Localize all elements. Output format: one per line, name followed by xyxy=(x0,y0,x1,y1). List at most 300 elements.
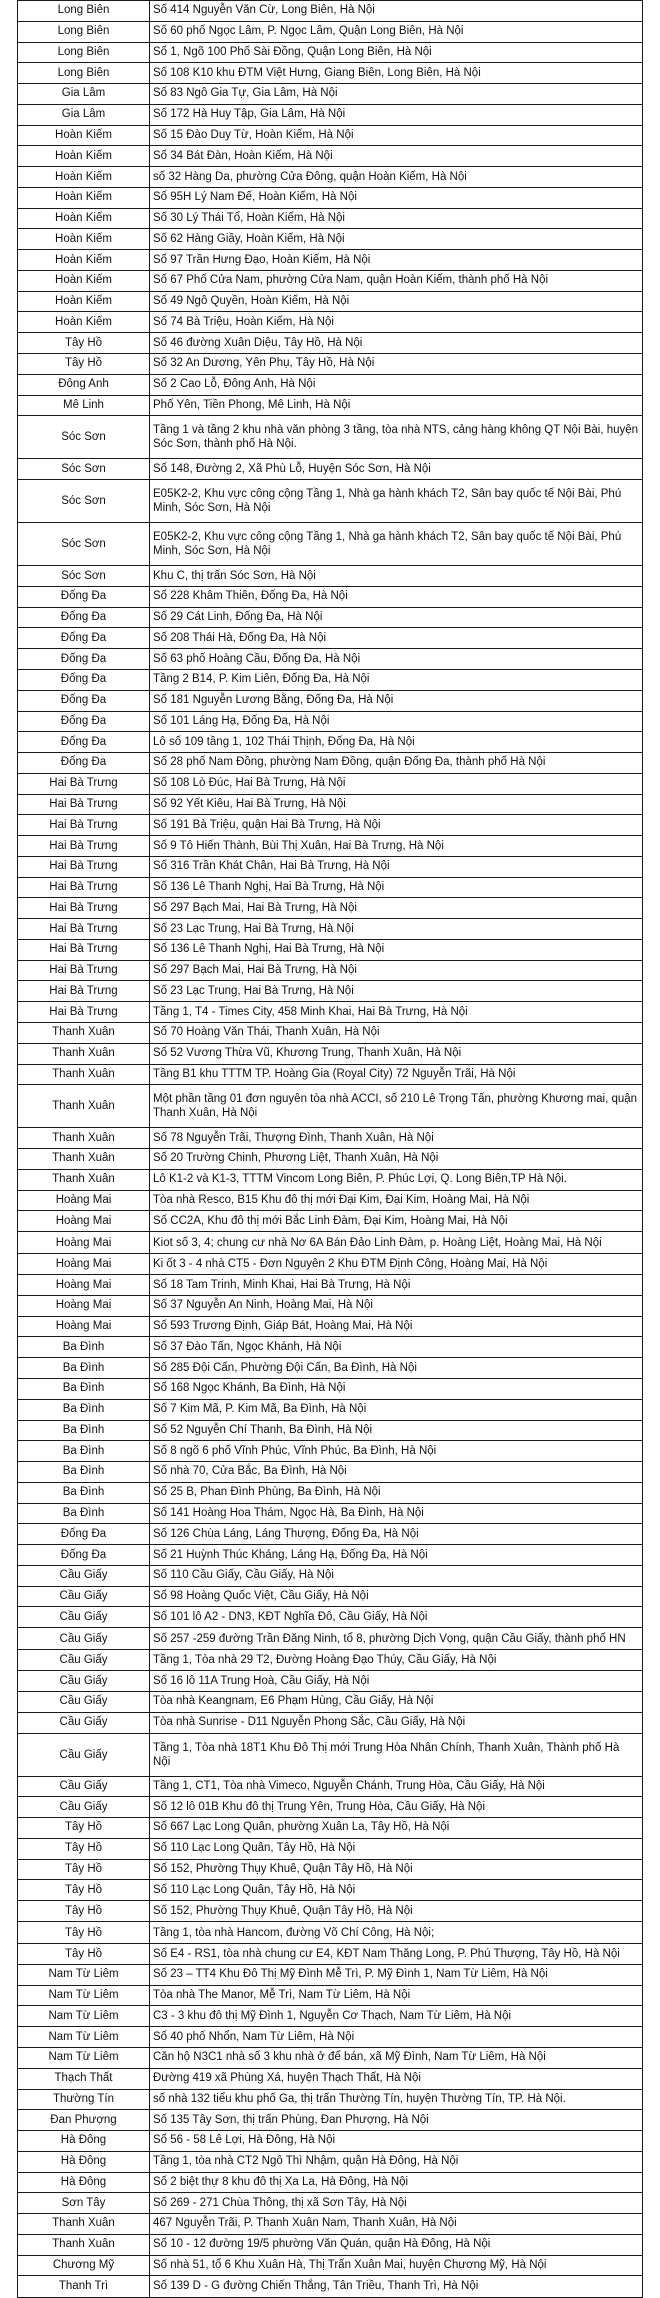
table-row xyxy=(18,250,643,271)
address-cell: số nhà 132 tiểu khu phố Ga, thị trấn Thường Tín, huyện Thường Tín, TP. Hà Nội. xyxy=(150,2089,643,2110)
district-cell: Thanh Xuân xyxy=(18,1085,150,1128)
address-cell: Số 1, Ngõ 100 Phố Sài Đồng, Quận Long Biên, Hà Nội xyxy=(150,42,643,63)
table-row xyxy=(18,1254,643,1275)
district-cell: Cầu Giấy xyxy=(18,1671,150,1692)
district-cell: Nam Từ Liêm xyxy=(18,1985,150,2006)
district-cell: Cầu Giấy xyxy=(18,1565,150,1586)
address-cell: Số 2 Cao Lỗ, Đông Anh, Hà Nội xyxy=(150,374,643,395)
address-cell: Số 23 – TT4 Khu Đô Thị Mỹ Đình Mễ Trì, P. Mỹ Đình 1, Nam Từ Liêm, Hà Nội xyxy=(150,1964,643,1985)
table-row xyxy=(18,374,643,395)
district-cell: Hoàn Kiếm xyxy=(18,125,150,146)
address-cell: Số 141 Hoàng Hoa Thám, Ngọc Hà, Ba Đình, Hà Nội xyxy=(150,1503,643,1524)
district-cell: Ba Đình xyxy=(18,1441,150,1462)
district-cell: Hoàng Mai xyxy=(18,1190,150,1211)
district-cell: Hà Đông xyxy=(18,2151,150,2172)
table-row xyxy=(18,649,643,670)
district-cell: Đống Đa xyxy=(18,628,150,649)
address-cell: Số 97 Trần Hưng Đạo, Hoàn Kiếm, Hà Nội xyxy=(150,250,643,271)
district-cell: Long Biên xyxy=(18,42,150,63)
address-cell: Số 25 B, Phan Đình Phùng, Ba Đình, Hà Nội xyxy=(150,1482,643,1503)
table-row xyxy=(18,773,643,794)
table-row xyxy=(18,1650,643,1671)
table-row xyxy=(18,523,643,566)
table-row xyxy=(18,1232,643,1254)
district-cell: Thanh Xuân xyxy=(18,1149,150,1170)
address-cell: 467 Nguyễn Trãi, P. Thanh Xuân Nam, Thanh Xuân, Hà Nội xyxy=(150,2214,643,2235)
district-cell: Tây Hồ xyxy=(18,1859,150,1880)
address-cell: Lô số 109 tầng 1, 102 Thái Thịnh, Đống Đa, Hà Nội xyxy=(150,732,643,753)
district-cell: Hoàng Mai xyxy=(18,1211,150,1232)
address-cell: Số 208 Thái Hà, Đống Đa, Hà Nội xyxy=(150,628,643,649)
district-cell: Cầu Giấy xyxy=(18,1586,150,1607)
address-cell: Số 257 -259 đường Trần Đăng Ninh, tổ 8, phường Dịch Vọng, quận Cầu Giấy, thành phố HN xyxy=(150,1628,643,1650)
address-cell: Số 83 Ngô Gia Tự, Gia Lâm, Hà Nội xyxy=(150,84,643,105)
address-cell: Số 181 Nguyễn Lương Bằng, Đống Đa, Hà Nội xyxy=(150,690,643,711)
district-cell: Đống Đa xyxy=(18,586,150,607)
address-cell: Số 667 Lạc Long Quân, phường Xuân La, Tây Hồ, Hà Nội xyxy=(150,1818,643,1839)
table-row xyxy=(18,753,643,774)
address-cell: Số 16 lô 11A Trung Hoà, Cầu Giấy, Hà Nội xyxy=(150,1671,643,1692)
table-row xyxy=(18,1190,643,1211)
table-row xyxy=(18,2276,643,2298)
address-cell: Tòa nhà The Manor, Mễ Trì, Nam Từ Liêm, Hà Nội xyxy=(150,1985,643,2006)
table-row xyxy=(18,21,643,42)
table-row xyxy=(18,1002,643,1023)
table-row xyxy=(18,1316,643,1337)
district-cell: Nam Từ Liêm xyxy=(18,2006,150,2027)
address-cell: Ki ốt 3 - 4 nhà CT5 - Đơn Nguyên 2 Khu ĐTM Định Công, Hoàng Mai, Hà Nội xyxy=(150,1254,643,1275)
address-cell: Khu C, thị trấn Sóc Sơn, Hà Nội xyxy=(150,566,643,587)
address-cell: Số 78 Nguyễn Trãi, Thượng Đình, Thanh Xuân, Hà Nội xyxy=(150,1128,643,1149)
table-row xyxy=(18,1149,643,1170)
district-cell: Tây Hồ xyxy=(18,354,150,375)
district-cell: Long Biên xyxy=(18,1,150,22)
address-cell: Số 108 K10 khu ĐTM Việt Hưng, Giang Biên, Long Biên, Hà Nội xyxy=(150,63,643,84)
address-cell: Số 52 Vương Thừa Vũ, Khương Trung, Thanh Xuân, Hà Nội xyxy=(150,1043,643,1064)
address-cell: Số 52 Nguyễn Chí Thanh, Ba Đình, Hà Nội xyxy=(150,1420,643,1441)
table-row xyxy=(18,1880,643,1901)
address-cell: Số 152, Phường Thụy Khuê, Quận Tây Hồ, Hà Nội xyxy=(150,1859,643,1880)
address-cell: Số 110 Cầu Giấy, Cầu Giấy, Hà Nội xyxy=(150,1565,643,1586)
table-row xyxy=(18,2006,643,2027)
table-row xyxy=(18,1358,643,1379)
address-cell: Số 32 An Dương, Yên Phụ, Tây Hồ, Hà Nội xyxy=(150,354,643,375)
table-row xyxy=(18,815,643,836)
district-cell: Đống Đa xyxy=(18,607,150,628)
table-row xyxy=(18,480,643,523)
address-cell: Số CC2A, Khu đô thị mới Bắc Linh Đàm, Đại Kim, Hoàng Mai, Hà Nội xyxy=(150,1211,643,1232)
table-row xyxy=(18,2131,643,2152)
district-cell: Đống Đa xyxy=(18,670,150,691)
district-cell: Đống Đa xyxy=(18,753,150,774)
district-cell: Ba Đình xyxy=(18,1482,150,1503)
district-cell: Thường Tín xyxy=(18,2089,150,2110)
table-row xyxy=(18,459,643,480)
address-cell: Tầng B1 khu TTTM TP. Hoàng Gia (Royal City) 72 Nguyễn Trãi, Hà Nội xyxy=(150,1064,643,1085)
table-row xyxy=(18,2193,643,2214)
table-row xyxy=(18,2027,643,2048)
district-cell: Ba Đình xyxy=(18,1337,150,1358)
district-cell: Ba Đình xyxy=(18,1462,150,1483)
address-cell: Số E4 - RS1, tòa nhà chung cư E4, KĐT Nam Thăng Long, P. Phú Thượng, Tây Hồ, Hà Nội xyxy=(150,1944,643,1965)
table-row xyxy=(18,1337,643,1358)
table-row xyxy=(18,1275,643,1296)
table-row xyxy=(18,1985,643,2006)
district-cell: Cầu Giấy xyxy=(18,1650,150,1671)
address-cell: Số 21 Huỳnh Thúc Kháng, Láng Hạ, Đống Đa, Hà Nội xyxy=(150,1545,643,1566)
address-cell: Số 37 Đào Tấn, Ngọc Khánh, Hà Nội xyxy=(150,1337,643,1358)
address-cell: E05K2-2, Khu vực công cộng Tầng 1, Nhà ga hành khách T2, Sân bay quốc tế Nội Bài, Phú Minh, Sóc Sơn, Hà Nội xyxy=(150,480,643,523)
district-cell: Hoàn Kiếm xyxy=(18,229,150,250)
table-row xyxy=(18,628,643,649)
address-cell: Số 110 Lạc Long Quân, Tây Hồ, Hà Nội xyxy=(150,1880,643,1901)
address-cell: Tòa nhà Resco, B15 Khu đô thị mới Đại Kim, Đại Kim, Hoàng Mai, Hà Nội xyxy=(150,1190,643,1211)
table-row xyxy=(18,732,643,753)
district-cell: Cầu Giấy xyxy=(18,1776,150,1797)
table-row xyxy=(18,836,643,857)
district-cell: Hoàn Kiếm xyxy=(18,146,150,167)
table-row xyxy=(18,42,643,63)
address-cell: Số nhà 70, Cửa Bắc, Ba Đình, Hà Nội xyxy=(150,1462,643,1483)
district-cell: Long Biên xyxy=(18,21,150,42)
address-cell: Tòa nhà Sunrise - D11 Nguyễn Phong Sắc, Cầu Giấy, Hà Nội xyxy=(150,1712,643,1733)
district-cell: Nam Từ Liêm xyxy=(18,1964,150,1985)
address-cell: Số 49 Ngô Quyền, Hoàn Kiếm, Hà Nội xyxy=(150,291,643,312)
table-row xyxy=(18,898,643,919)
table-row xyxy=(18,333,643,354)
address-cell: Số 70 Hoàng Văn Thái, Thanh Xuân, Hà Nội xyxy=(150,1023,643,1044)
district-cell: Cầu Giấy xyxy=(18,1733,150,1776)
address-cell: Tầng 1, T4 - Times City, 458 Minh Khai, Hai Bà Trưng, Hà Nội xyxy=(150,1002,643,1023)
table-row xyxy=(18,2172,643,2193)
district-cell: Đống Đa xyxy=(18,690,150,711)
address-cell: Số 63 phố Hoàng Cầu, Đống Đa, Hà Nội xyxy=(150,649,643,670)
table-row xyxy=(18,1797,643,1818)
table-row xyxy=(18,1838,643,1859)
district-cell: Hai Bà Trưng xyxy=(18,836,150,857)
table-row xyxy=(18,416,643,459)
table-row xyxy=(18,1482,643,1503)
table-row xyxy=(18,84,643,105)
district-cell: Sóc Sơn xyxy=(18,566,150,587)
district-cell: Hoàn Kiếm xyxy=(18,187,150,208)
address-cell: Số 56 - 58 Lê Lợi, Hà Đông, Hà Nội xyxy=(150,2131,643,2152)
district-cell: Hai Bà Trưng xyxy=(18,773,150,794)
address-cell: Số 139 D - G đường Chiến Thắng, Tân Triều, Thanh Trì, Hà Nội xyxy=(150,2276,643,2298)
table-row xyxy=(18,125,643,146)
table-row xyxy=(18,1818,643,1839)
address-cell: Số 269 - 271 Chùa Thông, thị xã Sơn Tây, Hà Nội xyxy=(150,2193,643,2214)
table-row xyxy=(18,1607,643,1628)
district-cell: Đống Đa xyxy=(18,1545,150,1566)
district-cell: Sóc Sơn xyxy=(18,459,150,480)
table-row xyxy=(18,2047,643,2068)
table-row xyxy=(18,1295,643,1316)
table-row xyxy=(18,1023,643,1044)
address-cell: Số 46 đường Xuân Diệu, Tây Hồ, Hà Nội xyxy=(150,333,643,354)
address-cell: Số 60 phố Ngọc Lâm, P. Ngọc Lâm, Quận Long Biên, Hà Nội xyxy=(150,21,643,42)
address-cell: Số 101 lô A2 - DN3, KĐT Nghĩa Đô, Cầu Giấy, Hà Nội xyxy=(150,1607,643,1628)
table-row xyxy=(18,2151,643,2172)
address-cell: Số 30 Lý Thái Tổ, Hoàn Kiếm, Hà Nội xyxy=(150,208,643,229)
table-row xyxy=(18,63,643,84)
address-cell: Số 23 Lạc Trung, Hai Bà Trưng, Hà Nội xyxy=(150,919,643,940)
district-cell: Sóc Sơn xyxy=(18,416,150,459)
table-row xyxy=(18,208,643,229)
district-cell: Đống Đa xyxy=(18,732,150,753)
address-cell: Phố Yên, Tiền Phong, Mê Linh, Hà Nội xyxy=(150,395,643,416)
district-cell: Hoàng Mai xyxy=(18,1275,150,1296)
district-cell: Thanh Xuân xyxy=(18,1043,150,1064)
district-cell: Sơn Tây xyxy=(18,2193,150,2214)
address-cell: Số 29 Cát Linh, Đống Đa, Hà Nội xyxy=(150,607,643,628)
address-cell: Số 74 Bà Triệu, Hoàn Kiếm, Hà Nội xyxy=(150,312,643,333)
table-row xyxy=(18,1128,643,1149)
table-body xyxy=(18,1,643,2298)
district-cell: Tây Hồ xyxy=(18,1818,150,1839)
table-row xyxy=(18,312,643,333)
table-row xyxy=(18,711,643,732)
table-row xyxy=(18,1671,643,1692)
address-cell: Số 152, Phường Thụy Khuê, Quận Tây Hồ, Hà Nội xyxy=(150,1901,643,1922)
district-cell: Ba Đình xyxy=(18,1420,150,1441)
address-cell: Số 2 biệt thự 8 khu đô thị Xa La, Hà Đông, Hà Nội xyxy=(150,2172,643,2193)
address-cell: Số 20 Trường Chinh, Phương Liệt, Thanh Xuân, Hà Nội xyxy=(150,1149,643,1170)
table-row xyxy=(18,1964,643,1985)
address-cell: Số 40 phố Nhổn, Nam Từ Liêm, Hà Nội xyxy=(150,2027,643,2048)
table-row xyxy=(18,1586,643,1607)
address-cell: Số 593 Trương Định, Giáp Bát, Hoàng Mai, Hà Nội xyxy=(150,1316,643,1337)
address-cell: Số 135 Tây Sơn, thị trấn Phùng, Đan Phượng, Hà Nội xyxy=(150,2110,643,2131)
address-cell: Căn hộ N3C1 nhà số 3 khu nhà ở để bán, xã Mỹ Đình, Nam Từ Liêm, Hà Nội xyxy=(150,2047,643,2068)
address-cell: Tầng 1, CT1, Tòa nhà Vimeco, Nguyễn Chánh, Trung Hòa, Cầu Giấy, Hà Nội xyxy=(150,1776,643,1797)
address-cell: Số 98 Hoàng Quốc Việt, Cầu Giấy, Hà Nội xyxy=(150,1586,643,1607)
address-cell: Tầng 2 B14, P. Kim Liên, Đống Đa, Hà Nội xyxy=(150,670,643,691)
table-row xyxy=(18,1169,643,1190)
address-cell: Số 228 Khâm Thiên, Đống Đa, Hà Nội xyxy=(150,586,643,607)
district-cell: Sóc Sơn xyxy=(18,523,150,566)
table-row xyxy=(18,1524,643,1545)
table-row xyxy=(18,1085,643,1128)
district-cell: Hoàng Mai xyxy=(18,1254,150,1275)
district-cell: Cầu Giấy xyxy=(18,1607,150,1628)
branch-address-table xyxy=(17,0,643,2298)
district-cell: Hai Bà Trưng xyxy=(18,856,150,877)
address-cell: Số 62 Hàng Giầy, Hoàn Kiếm, Hà Nội xyxy=(150,229,643,250)
table-row xyxy=(18,794,643,815)
table-row xyxy=(18,354,643,375)
district-cell: Hai Bà Trưng xyxy=(18,898,150,919)
address-cell: Số 285 Đội Cấn, Phường Đội Cấn, Ba Đình, Hà Nội xyxy=(150,1358,643,1379)
address-cell: Số 37 Nguyễn An Ninh, Hoàng Mai, Hà Nội xyxy=(150,1295,643,1316)
address-cell: số 32 Hàng Da, phường Cửa Đông, quận Hoàn Kiếm, Hà Nội xyxy=(150,167,643,188)
district-cell: Đống Đa xyxy=(18,1524,150,1545)
district-cell: Tây Hồ xyxy=(18,1838,150,1859)
district-cell: Hai Bà Trưng xyxy=(18,981,150,1002)
table-row xyxy=(18,1503,643,1524)
address-cell: Số 92 Yết Kiêu, Hai Bà Trưng, Hà Nội xyxy=(150,794,643,815)
district-cell: Thanh Xuân xyxy=(18,1064,150,1085)
district-cell: Mê Linh xyxy=(18,395,150,416)
district-cell: Hoàn Kiếm xyxy=(18,291,150,312)
district-cell: Hoàng Mai xyxy=(18,1295,150,1316)
district-cell: Hai Bà Trưng xyxy=(18,794,150,815)
address-cell: Số 28 phố Nam Đồng, phường Nam Đồng, quận Đống Đa, thành phố Hà Nội xyxy=(150,753,643,774)
address-cell: Số 191 Bà Triệu, quận Hai Bà Trưng, Hà Nội xyxy=(150,815,643,836)
table-row xyxy=(18,1399,643,1420)
address-cell: Số 34 Bát Đàn, Hoàn Kiếm, Hà Nội xyxy=(150,146,643,167)
district-cell: Tây Hồ xyxy=(18,1944,150,1965)
table-row xyxy=(18,877,643,898)
table-row xyxy=(18,2089,643,2110)
table-row xyxy=(18,1733,643,1776)
district-cell: Sóc Sơn xyxy=(18,480,150,523)
address-cell: Lô K1-2 và K1-3, TTTM Vincom Long Biên, P. Phúc Lợi, Q. Long Biên,TP Hà Nội. xyxy=(150,1169,643,1190)
district-cell: Gia Lâm xyxy=(18,104,150,125)
table-row xyxy=(18,167,643,188)
district-cell: Cầu Giấy xyxy=(18,1712,150,1733)
table-row xyxy=(18,1420,643,1441)
district-cell: Hoàn Kiếm xyxy=(18,270,150,291)
address-cell: Số 126 Chùa Láng, Láng Thượng, Đống Đa, Hà Nội xyxy=(150,1524,643,1545)
district-cell: Hai Bà Trưng xyxy=(18,877,150,898)
address-cell: Đường 419 xã Phùng Xá, huyện Thạch Thất, Hà Nội xyxy=(150,2068,643,2089)
table-row xyxy=(18,1545,643,1566)
district-cell: Ba Đình xyxy=(18,1399,150,1420)
district-cell: Hoàn Kiếm xyxy=(18,312,150,333)
address-cell: Số 172 Hà Huy Tập, Gia Lâm, Hà Nội xyxy=(150,104,643,125)
district-cell: Hai Bà Trưng xyxy=(18,815,150,836)
address-cell: Tầng 1, Tòa nhà 18T1 Khu Đô Thị mới Trung Hòa Nhân Chính, Thanh Xuân, Thành phố Hà Nội xyxy=(150,1733,643,1776)
table-row xyxy=(18,104,643,125)
address-cell: Một phần tầng 01 đơn nguyên tòa nhà ACCI, số 210 Lê Trọng Tấn, phường Khương mai, quận Thanh Xuân, Hà Nội xyxy=(150,1085,643,1128)
district-cell: Hoàn Kiếm xyxy=(18,250,150,271)
table-row xyxy=(18,1712,643,1733)
table-row xyxy=(18,1691,643,1712)
district-cell: Thanh Xuân xyxy=(18,1128,150,1149)
table-row xyxy=(18,670,643,691)
table-row xyxy=(18,2255,643,2276)
address-cell: Số 15 Đào Duy Từ, Hoàn Kiếm, Hà Nội xyxy=(150,125,643,146)
table-row xyxy=(18,291,643,312)
table-row xyxy=(18,1859,643,1880)
district-cell: Ba Đình xyxy=(18,1379,150,1400)
address-cell: Số 12 lô 01B Khu đô thị Trung Yên, Trung Hòa, Cầu Giấy, Hà Nội xyxy=(150,1797,643,1818)
district-cell: Hai Bà Trưng xyxy=(18,919,150,940)
address-cell: Số 8 ngõ 6 phố Vĩnh Phúc, Vĩnh Phúc, Ba Đình, Hà Nội xyxy=(150,1441,643,1462)
district-cell: Thanh Trì xyxy=(18,2276,150,2298)
table-row xyxy=(18,2068,643,2089)
district-cell: Đống Đa xyxy=(18,649,150,670)
district-cell: Đan Phượng xyxy=(18,2110,150,2131)
district-cell: Nam Từ Liêm xyxy=(18,2027,150,2048)
district-cell: Hoàng Mai xyxy=(18,1316,150,1337)
table-row xyxy=(18,1441,643,1462)
address-cell: Số 168 Ngọc Khánh, Ba Đình, Hà Nội xyxy=(150,1379,643,1400)
district-cell: Ba Đình xyxy=(18,1358,150,1379)
table-row xyxy=(18,1,643,22)
address-cell: Số 101 Láng Hạ, Đống Đa, Hà Nội xyxy=(150,711,643,732)
table-row xyxy=(18,2110,643,2131)
table-row xyxy=(18,919,643,940)
table-row xyxy=(18,690,643,711)
district-cell: Hoàng Mai xyxy=(18,1232,150,1254)
district-cell: Thanh Xuân xyxy=(18,2234,150,2255)
table-row xyxy=(18,1901,643,1922)
district-cell: Tây Hồ xyxy=(18,1880,150,1901)
address-cell: Tầng 1, tòa nhà CT2 Ngô Thì Nhậm, quận Hà Đông, Hà Nội xyxy=(150,2151,643,2172)
address-cell: E05K2-2, Khu vực công cộng Tầng 1, Nhà ga hành khách T2, Sân bay quốc tế Nội Bài, Phú Minh, Sóc Sơn, Hà Nội xyxy=(150,523,643,566)
table-row xyxy=(18,1565,643,1586)
address-cell: Số 18 Tam Trinh, Minh Khai, Hai Bà Trưng, Hà Nội xyxy=(150,1275,643,1296)
table-row xyxy=(18,856,643,877)
district-cell: Ba Đình xyxy=(18,1503,150,1524)
address-cell: Số 414 Nguyễn Văn Cừ, Long Biên, Hà Nội xyxy=(150,1,643,22)
table-row xyxy=(18,607,643,628)
table-row xyxy=(18,1921,643,1943)
district-cell: Hà Đông xyxy=(18,2131,150,2152)
district-cell: Cầu Giấy xyxy=(18,1797,150,1818)
address-cell: Kiot số 3, 4; chung cư nhà Nơ 6A Bán Đảo Linh Đàm, p. Hoàng Liệt, Hoàng Mai, Hà Nội xyxy=(150,1232,643,1254)
district-cell: Hai Bà Trưng xyxy=(18,960,150,981)
table-row xyxy=(18,1628,643,1650)
district-cell: Hoàn Kiếm xyxy=(18,167,150,188)
address-cell: Số 110 Lạc Long Quân, Tây Hồ, Hà Nội xyxy=(150,1838,643,1859)
table-row xyxy=(18,2214,643,2235)
district-cell: Thạch Thất xyxy=(18,2068,150,2089)
table-row xyxy=(18,566,643,587)
address-cell: Số 7 Kim Mã, P. Kim Mã, Ba Đình, Hà Nội xyxy=(150,1399,643,1420)
address-cell: Số 297 Bạch Mai, Hai Bà Trưng, Hà Nội xyxy=(150,898,643,919)
district-cell: Hai Bà Trưng xyxy=(18,1002,150,1023)
table-row xyxy=(18,1211,643,1232)
district-cell: Long Biên xyxy=(18,63,150,84)
district-cell: Tây Hồ xyxy=(18,1901,150,1922)
district-cell: Hoàn Kiếm xyxy=(18,208,150,229)
table-row xyxy=(18,939,643,960)
address-cell: Số 9 Tô Hiến Thành, Bùi Thị Xuân, Hai Bà Trưng, Hà Nội xyxy=(150,836,643,857)
table-row xyxy=(18,229,643,250)
address-cell: Số 316 Trần Khát Chân, Hai Bà Trưng, Hà Nội xyxy=(150,856,643,877)
district-cell: Chương Mỹ xyxy=(18,2255,150,2276)
address-cell: Số nhà 51, tổ 6 Khu Xuân Hà, Thị Trấn Xuân Mai, huyện Chương Mỹ, Hà Nội xyxy=(150,2255,643,2276)
address-cell: Số 108 Lò Đúc, Hai Bà Trưng, Hà Nội xyxy=(150,773,643,794)
address-cell: Số 136 Lê Thanh Nghị, Hai Bà Trưng, Hà Nội xyxy=(150,877,643,898)
district-cell: Cầu Giấy xyxy=(18,1628,150,1650)
address-cell: Số 95H Lý Nam Đế, Hoàn Kiếm, Hà Nội xyxy=(150,187,643,208)
table-row xyxy=(18,586,643,607)
address-cell: Tầng 1, Tòa nhà 29 T2, Đường Hoàng Đạo Thúy, Cầu Giấy, Hà Nội xyxy=(150,1650,643,1671)
district-cell: Tây Hồ xyxy=(18,333,150,354)
table-row xyxy=(18,270,643,291)
address-cell: C3 - 3 khu đô thị Mỹ Đình 1, Nguyễn Cơ Thạch, Nam Từ Liêm, Hà Nội xyxy=(150,2006,643,2027)
district-cell: Thanh Xuân xyxy=(18,2214,150,2235)
district-cell: Gia Lâm xyxy=(18,84,150,105)
district-cell: Thanh Xuân xyxy=(18,1023,150,1044)
table-row xyxy=(18,146,643,167)
district-cell: Hà Đông xyxy=(18,2172,150,2193)
district-cell: Đống Đa xyxy=(18,711,150,732)
address-cell: Tầng 1 và tầng 2 khu nhà văn phòng 3 tầng, tòa nhà NTS, cảng hàng không QT Nội Bài, huyện Sóc Sơn, thành phố Hà Nội. xyxy=(150,416,643,459)
address-cell: Số 23 Lạc Trung, Hai Bà Trưng, Hà Nội xyxy=(150,981,643,1002)
address-cell: Số 10 - 12 đường 19/5 phường Văn Quán, quận Hà Đông, Hà Nội xyxy=(150,2234,643,2255)
table-row xyxy=(18,981,643,1002)
address-cell: Số 136 Lê Thanh Nghị, Hai Bà Trưng, Hà Nội xyxy=(150,939,643,960)
table-row xyxy=(18,1776,643,1797)
table-row xyxy=(18,395,643,416)
table-row xyxy=(18,960,643,981)
address-cell: Tòa nhà Keangnam, E6 Phạm Hùng, Cầu Giấy, Hà Nội xyxy=(150,1691,643,1712)
